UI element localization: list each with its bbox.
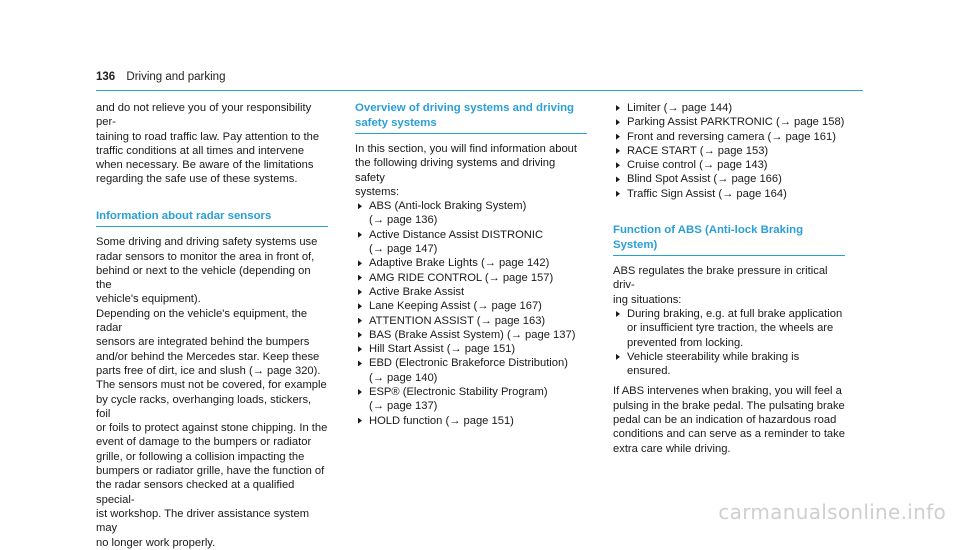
text-line: pedal can be an indication of hazardous road (613, 414, 837, 427)
text-line: Vehicle steerability while braking is ensured. (627, 350, 800, 378)
list-item[interactable] (613, 158, 845, 172)
list-item[interactable] (355, 199, 587, 228)
text-line: systems: (355, 185, 400, 198)
heading-line: Overview of driving systems and driving (355, 102, 575, 114)
list-item[interactable] (355, 328, 587, 342)
text-line: Hill Start Assist (→ page 151) (369, 343, 516, 356)
text-line: radar sensors to monitor the area in front of, (96, 250, 315, 263)
text-line: no longer work properly. (96, 536, 216, 549)
text-line: During braking, e.g. at full brake application (627, 307, 843, 320)
heading-overview (355, 101, 587, 134)
systems-list (355, 199, 587, 428)
overview-intro (355, 142, 587, 199)
text-line: by cycle racks, overhanging loads, stickers, foil (96, 393, 312, 420)
list-item (613, 307, 845, 350)
list-item[interactable] (613, 101, 845, 115)
text-line: AMG RIDE CONTROL (→ page 157) (369, 271, 554, 284)
text-line: extra care while driving. (613, 442, 731, 455)
list-item[interactable] (613, 187, 845, 201)
text-line: sensors are integrated behind the bumpers (96, 336, 310, 349)
list-item[interactable] (355, 356, 587, 385)
list-item[interactable] (613, 115, 845, 129)
heading-line: safety systems (355, 116, 437, 129)
page-number: 136 (96, 71, 116, 83)
text-line: behind or next to the vehicle (depending on the (96, 264, 311, 292)
text-line: event of damage to the bumpers or radiator (96, 436, 312, 449)
list-item[interactable] (355, 228, 587, 257)
list-item[interactable] (355, 271, 587, 285)
text-line: The sensors must not be covered, for example (96, 379, 327, 392)
text-line: Limiter (→ page 144) (627, 102, 733, 114)
text-line: Active Distance Assist DISTRONIC (369, 228, 544, 241)
systems-list-continued (613, 101, 845, 201)
text-line: when necessary. Be aware of the limitations (96, 159, 314, 172)
radar-paragraph-2 (96, 307, 328, 550)
watermark: carmanualsonline.info (718, 500, 946, 524)
text-line: conditions and can serve as a reminder to take (613, 428, 845, 441)
text-line: or foils to protect against stone chipping. In the (96, 422, 328, 435)
text-line: or insufficient tyre traction, the wheels are (627, 322, 834, 335)
text-line: RACE START (→ page 153) (627, 144, 769, 157)
list-item[interactable] (355, 414, 587, 428)
text-line: pulsing in the brake pedal. The pulsating brake (613, 399, 845, 412)
text-line: Traffic Sign Assist (→ page 164) (627, 187, 787, 200)
column-right (613, 101, 845, 456)
abs-paragraph (613, 384, 845, 455)
column-middle (355, 101, 587, 428)
list-item (355, 285, 587, 299)
text-line: prevented from locking. (627, 336, 744, 349)
text-line: the radar sensors checked at a qualified special- (96, 479, 295, 506)
list-item[interactable] (355, 314, 587, 328)
text-line: ESP® (Electronic Stability Program) (369, 386, 548, 399)
text-line: BAS (Brake Assist System) (→ page 137) (369, 328, 576, 341)
text-line: grille, or following a collision impacting the (96, 450, 305, 463)
page-header (96, 71, 225, 83)
radar-paragraph-1 (96, 235, 328, 306)
text-line: EBD (Electronic Brakeforce Distribution) (369, 357, 568, 370)
list-item (613, 350, 845, 379)
text-line: (→ page 147) (369, 243, 438, 256)
text-line: traffic conditions at all times and intervene (96, 144, 305, 157)
text-line: vehicle's equipment). (96, 293, 201, 306)
text-line: Front and reversing camera (→ page 161) (627, 130, 836, 143)
text-line: ATTENTION ASSIST (→ page 163) (369, 314, 546, 327)
text-line: (→ page 136) (369, 214, 438, 227)
text-line: Adaptive Brake Lights (→ page 142) (369, 257, 550, 270)
text-line: ABS regulates the brake pressure in critical driv- (613, 265, 828, 292)
text-line: Parking Assist PARKTRONIC (→ page 158) (627, 116, 845, 129)
text-line: and/or behind the Mercedes star. Keep these (96, 350, 320, 363)
text-line: and do not relieve you of your responsibility per- (96, 102, 312, 129)
list-item[interactable] (355, 299, 587, 313)
list-item[interactable] (613, 144, 845, 158)
text-line: Depending on the vehicle's equipment, the radar (96, 307, 308, 335)
text-line: taining to road traffic law. Pay attention to the (96, 130, 320, 143)
text-line: Blind Spot Assist (→ page 166) (627, 173, 782, 186)
list-item[interactable] (613, 172, 845, 186)
text-line: Lane Keeping Assist (→ page 167) (369, 300, 542, 313)
list-item[interactable] (613, 130, 845, 144)
text-line: (→ page 137) (369, 400, 438, 413)
text-line: ing situations: (613, 293, 682, 306)
text-line: Active Brake Assist (369, 285, 465, 298)
heading-radar-sensors: Information about radar sensors (96, 209, 328, 228)
text-line: bumpers or radiator grille, have the function of (96, 465, 325, 478)
abs-intro (613, 264, 845, 307)
header-rule (96, 90, 863, 91)
heading-abs-function: Function of ABS (Anti-lock Braking System) (613, 223, 845, 256)
list-item[interactable] (355, 385, 587, 414)
text-line: the following driving systems and driving safety (355, 157, 556, 184)
list-item[interactable] (355, 342, 587, 356)
intro-paragraph (96, 101, 328, 187)
column-left (96, 101, 328, 550)
text-line: ist workshop. The driver assistance system may (96, 507, 310, 535)
abs-bullets (613, 307, 845, 378)
text-line: In this section, you will find information about (355, 143, 578, 155)
text-line: parts free of dirt, ice and slush (→ page 320). (96, 364, 321, 377)
text-line: (→ page 140) (369, 371, 438, 384)
text-line: If ABS intervenes when braking, you will feel a (613, 385, 842, 398)
section-title: Driving and parking (126, 71, 226, 83)
text-line: HOLD function (→ page 151) (369, 414, 514, 427)
text-line: Some driving and driving safety systems use (96, 236, 318, 249)
text-line: ABS (Anti-lock Braking System) (369, 200, 527, 213)
text-line: regarding the safe use of these systems. (96, 173, 298, 186)
text-line: Cruise control (→ page 143) (627, 159, 768, 172)
list-item[interactable] (355, 256, 587, 270)
